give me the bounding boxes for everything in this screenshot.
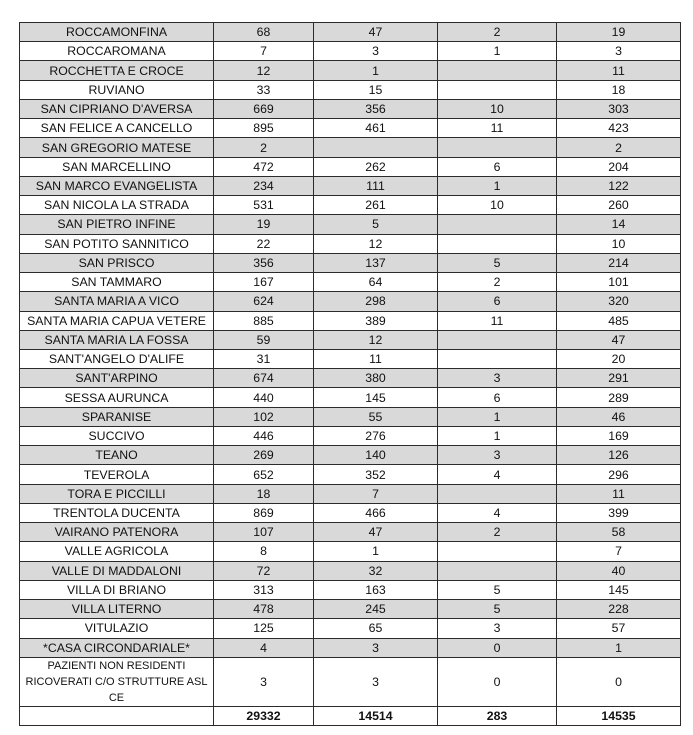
value-col3-cell: 1 [438,42,557,61]
value-col1-cell: 478 [214,600,314,619]
value-col3-cell: 1 [438,176,557,195]
value-col4-cell: 1 [557,638,681,657]
table-row [20,61,681,80]
value-col2-cell: 111 [314,176,438,195]
value-col2-cell: 276 [314,426,438,445]
total-value-col4-cell: 14535 [557,706,681,725]
value-col3-cell: 11 [438,311,557,330]
value-col3-cell: 5 [438,580,557,599]
table-row [20,273,681,292]
value-col4-cell: 2 [557,138,681,157]
value-col3-cell [438,561,557,580]
value-col4-cell: 47 [557,330,681,349]
value-col1-cell: 4 [214,638,314,657]
table-row [20,99,681,118]
table-row [20,42,681,61]
value-col2-cell: 356 [314,99,438,118]
value-col4-cell: 7 [557,542,681,561]
value-col2-cell: 245 [314,600,438,619]
value-col2-cell: 12 [314,234,438,253]
municipality-cell: SANT'ARPINO [20,369,214,388]
value-col1-cell: 531 [214,196,314,215]
value-col4-cell: 10 [557,234,681,253]
value-col4-cell: 11 [557,61,681,80]
total-value-col1-cell: 29332 [214,706,314,725]
table-row [20,23,681,42]
municipality-cell: PAZIENTI NON RESIDENTI RICOVERATI C/O STRUTTURE ASL CE [20,657,214,706]
value-col3-cell: 3 [438,446,557,465]
table-row [20,484,681,503]
value-col4-cell: 3 [557,42,681,61]
municipality-cell: VILLA DI BRIANO [20,580,214,599]
value-col3-cell [438,349,557,368]
value-col2-cell: 140 [314,446,438,465]
value-col1-cell: 59 [214,330,314,349]
value-col2-cell: 5 [314,215,438,234]
municipality-cell: SAN PIETRO INFINE [20,215,214,234]
municipality-cell: SAN POTITO SANNITICO [20,234,214,253]
municipality-cell: *CASA CIRCONDARIALE* [20,638,214,657]
value-col3-cell: 2 [438,523,557,542]
value-col4-cell: 14 [557,215,681,234]
municipality-cell: RUVIANO [20,80,214,99]
table-row [20,215,681,234]
value-col2-cell: 3 [314,42,438,61]
value-col4-cell: 20 [557,349,681,368]
municipality-cell: ROCCAROMANA [20,42,214,61]
value-col1-cell: 652 [214,465,314,484]
value-col1-cell: 18 [214,484,314,503]
value-col2-cell: 262 [314,157,438,176]
value-col2-cell: 1 [314,61,438,80]
value-col3-cell: 4 [438,465,557,484]
value-col3-cell [438,80,557,99]
value-col4-cell: 11 [557,484,681,503]
value-col3-cell: 4 [438,503,557,522]
municipality-cell: ROCCHETTA E CROCE [20,61,214,80]
value-col1-cell: 2 [214,138,314,157]
total-value-col2-cell: 14514 [314,706,438,725]
value-col1-cell: 3 [214,657,314,706]
table-row [20,138,681,157]
value-col2-cell: 163 [314,580,438,599]
municipality-cell: SAN TAMMARO [20,273,214,292]
value-col3-cell [438,330,557,349]
municipality-cell: VILLA LITERNO [20,600,214,619]
value-col1-cell: 22 [214,234,314,253]
value-col4-cell: 101 [557,273,681,292]
table-row [20,119,681,138]
value-col3-cell: 2 [438,23,557,42]
municipality-cell: SAN GREGORIO MATESE [20,138,214,157]
value-col3-cell: 6 [438,157,557,176]
value-col4-cell: 289 [557,388,681,407]
value-col3-cell: 6 [438,292,557,311]
value-col2-cell: 466 [314,503,438,522]
value-col1-cell: 12 [214,61,314,80]
value-col2-cell: 65 [314,619,438,638]
total-value-col3-cell: 283 [438,706,557,725]
value-col1-cell: 31 [214,349,314,368]
value-col1-cell: 446 [214,426,314,445]
value-col4-cell: 40 [557,561,681,580]
value-col4-cell: 18 [557,80,681,99]
value-col2-cell: 12 [314,330,438,349]
table-row [20,349,681,368]
value-col4-cell: 214 [557,253,681,272]
table-row [20,311,681,330]
totals-row [20,706,681,725]
table-row [20,638,681,657]
value-col4-cell: 260 [557,196,681,215]
value-col1-cell: 356 [214,253,314,272]
municipality-cell: TORA E PICCILLI [20,484,214,503]
municipality-cell: VALLE DI MADDALONI [20,561,214,580]
municipality-cell: TEVEROLA [20,465,214,484]
value-col1-cell: 440 [214,388,314,407]
value-col3-cell [438,138,557,157]
municipality-cell: SESSA AURUNCA [20,388,214,407]
value-col4-cell: 485 [557,311,681,330]
value-col1-cell: 167 [214,273,314,292]
value-col3-cell [438,484,557,503]
value-col3-cell [438,215,557,234]
municipality-cell: SAN PRISCO [20,253,214,272]
municipality-cell: VALLE AGRICOLA [20,542,214,561]
value-col1-cell: 885 [214,311,314,330]
municipality-cell: VITULAZIO [20,619,214,638]
value-col2-cell: 261 [314,196,438,215]
value-col2-cell [314,138,438,157]
table-row [20,446,681,465]
value-col1-cell: 107 [214,523,314,542]
municipality-cell: SAN CIPRIANO D'AVERSA [20,99,214,118]
value-col4-cell: 126 [557,446,681,465]
table-row [20,176,681,195]
table-body [20,23,681,726]
value-col1-cell: 125 [214,619,314,638]
value-col4-cell: 122 [557,176,681,195]
value-col1-cell: 869 [214,503,314,522]
value-col2-cell: 7 [314,484,438,503]
value-col3-cell: 1 [438,426,557,445]
value-col2-cell: 461 [314,119,438,138]
value-col2-cell: 15 [314,80,438,99]
value-col3-cell: 2 [438,273,557,292]
table-row [20,503,681,522]
value-col1-cell: 895 [214,119,314,138]
table-row [20,388,681,407]
value-col2-cell: 380 [314,369,438,388]
value-col1-cell: 234 [214,176,314,195]
value-col1-cell: 624 [214,292,314,311]
value-col1-cell: 68 [214,23,314,42]
table-row [20,465,681,484]
table-row [20,157,681,176]
table-row [20,600,681,619]
municipality-cell: SAN NICOLA LA STRADA [20,196,214,215]
table-row [20,542,681,561]
value-col2-cell: 298 [314,292,438,311]
value-col2-cell: 55 [314,407,438,426]
value-col4-cell: 296 [557,465,681,484]
value-col3-cell: 5 [438,253,557,272]
value-col1-cell: 674 [214,369,314,388]
value-col1-cell: 269 [214,446,314,465]
value-col1-cell: 72 [214,561,314,580]
municipality-cell: SANTA MARIA A VICO [20,292,214,311]
value-col2-cell: 145 [314,388,438,407]
table-row [20,619,681,638]
value-col1-cell: 313 [214,580,314,599]
municipality-cell: SANT'ANGELO D'ALIFE [20,349,214,368]
value-col3-cell [438,234,557,253]
value-col2-cell: 3 [314,657,438,706]
table-row [20,523,681,542]
value-col2-cell: 3 [314,638,438,657]
value-col4-cell: 228 [557,600,681,619]
municipality-cell: SANTA MARIA LA FOSSA [20,330,214,349]
value-col1-cell: 472 [214,157,314,176]
table-row [20,253,681,272]
value-col2-cell: 137 [314,253,438,272]
table-row [20,657,681,706]
value-col1-cell: 7 [214,42,314,61]
value-col4-cell: 303 [557,99,681,118]
value-col1-cell: 33 [214,80,314,99]
municipality-cell: ROCCAMONFINA [20,23,214,42]
value-col4-cell: 291 [557,369,681,388]
table-row [20,330,681,349]
totals-label-cell [20,706,214,725]
municipality-cell: SAN MARCELLINO [20,157,214,176]
value-col4-cell: 0 [557,657,681,706]
value-col4-cell: 204 [557,157,681,176]
value-col1-cell: 669 [214,99,314,118]
value-col2-cell: 11 [314,349,438,368]
table-row [20,407,681,426]
value-col2-cell: 352 [314,465,438,484]
table-row [20,369,681,388]
value-col2-cell: 47 [314,523,438,542]
value-col3-cell: 3 [438,619,557,638]
value-col3-cell: 3 [438,369,557,388]
value-col2-cell: 389 [314,311,438,330]
table-row [20,292,681,311]
value-col2-cell: 47 [314,23,438,42]
table-row [20,80,681,99]
value-col3-cell [438,61,557,80]
municipality-cell: TRENTOLA DUCENTA [20,503,214,522]
value-col4-cell: 57 [557,619,681,638]
municipality-cell: SUCCIVO [20,426,214,445]
table-row [20,580,681,599]
municipality-cell: SAN FELICE A CANCELLO [20,119,214,138]
municipality-cell: SAN MARCO EVANGELISTA [20,176,214,195]
value-col4-cell: 145 [557,580,681,599]
value-col2-cell: 32 [314,561,438,580]
municipality-cell: SPARANISE [20,407,214,426]
value-col4-cell: 399 [557,503,681,522]
value-col1-cell: 102 [214,407,314,426]
value-col3-cell: 10 [438,99,557,118]
value-col4-cell: 58 [557,523,681,542]
table-row [20,561,681,580]
value-col1-cell: 8 [214,542,314,561]
municipality-cell: SANTA MARIA CAPUA VETERE [20,311,214,330]
value-col4-cell: 19 [557,23,681,42]
value-col3-cell: 6 [438,388,557,407]
value-col2-cell: 64 [314,273,438,292]
table-row [20,234,681,253]
value-col2-cell: 1 [314,542,438,561]
municipality-cell: VAIRANO PATENORA [20,523,214,542]
municipality-cases-table [19,22,681,726]
value-col3-cell: 1 [438,407,557,426]
value-col3-cell: 5 [438,600,557,619]
value-col3-cell [438,542,557,561]
value-col3-cell: 11 [438,119,557,138]
value-col1-cell: 19 [214,215,314,234]
value-col3-cell: 0 [438,638,557,657]
value-col4-cell: 46 [557,407,681,426]
value-col4-cell: 320 [557,292,681,311]
table-row [20,196,681,215]
municipality-cell: TEANO [20,446,214,465]
value-col4-cell: 423 [557,119,681,138]
table-row [20,426,681,445]
value-col4-cell: 169 [557,426,681,445]
value-col3-cell: 0 [438,657,557,706]
value-col3-cell: 10 [438,196,557,215]
